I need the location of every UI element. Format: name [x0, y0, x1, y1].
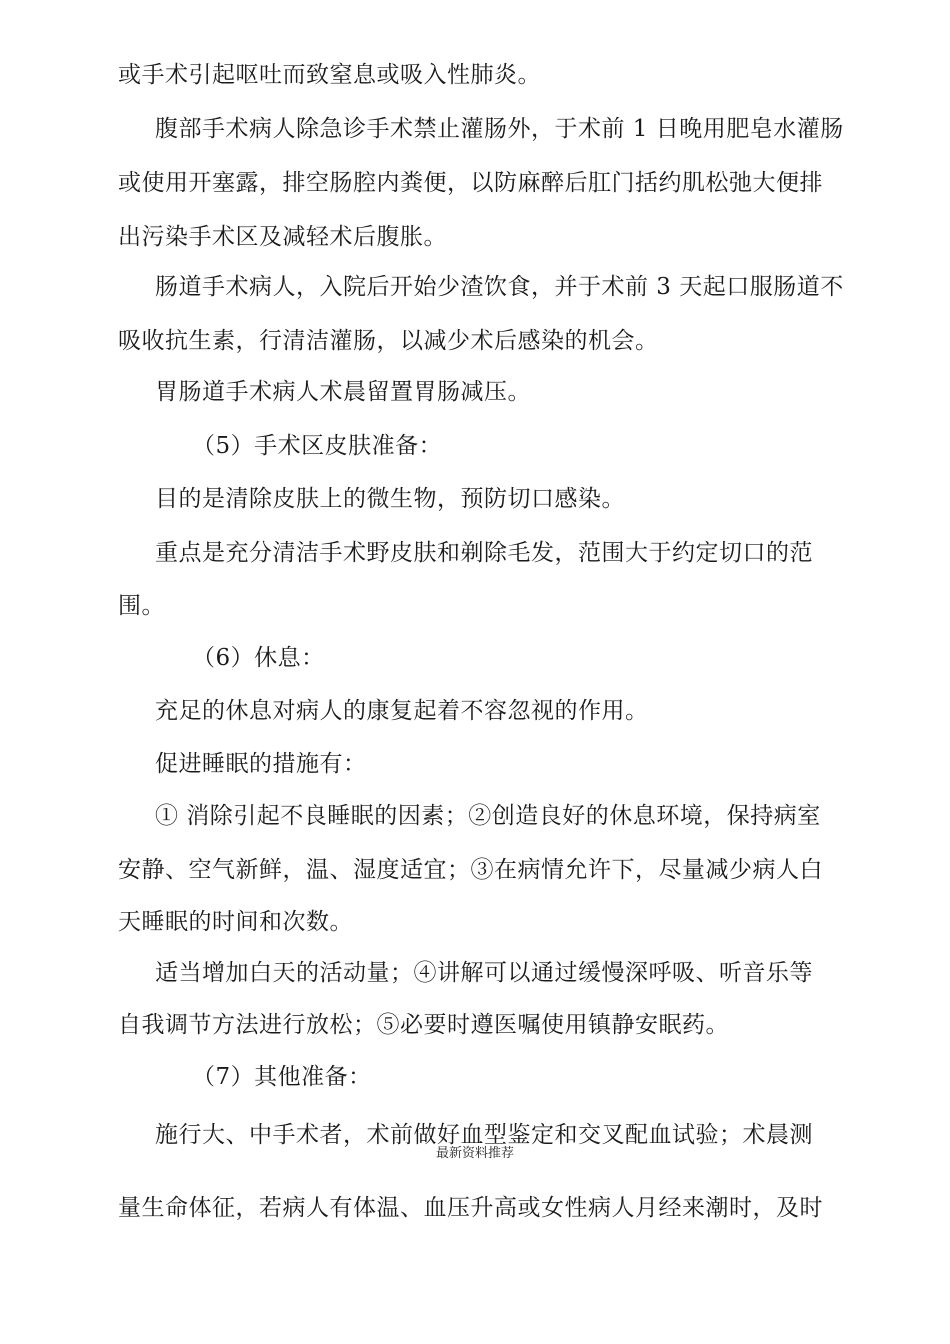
text-line: 围。 — [118, 593, 165, 619]
text-line: 重点是充分清洁手术野皮肤和剃除毛发，范围大于约定切口的范 — [155, 540, 813, 566]
text-line: 天睡眠的时间和次数。 — [118, 909, 353, 935]
page-footer: 最新资料推荐 — [435, 1146, 514, 1161]
text-line: 施行大、中手术者，术前做好血型鉴定和交叉配血试验；术晨测 — [155, 1122, 813, 1148]
section-heading: （6）休息： — [192, 645, 325, 671]
text-line: ① 消除引起不良睡眠的因素；②创造良好的休息环境，保持病室 — [155, 803, 821, 829]
section-heading: （5）手术区皮肤准备： — [192, 433, 443, 459]
text-line: 或使用开塞露，排空肠腔内粪便，以防麻醉后肛门括约肌松弛大便排 — [118, 170, 823, 196]
text-line: 出污染手术区及减轻术后腹胀。 — [118, 224, 447, 250]
text-line: 促进睡眠的措施有： — [155, 751, 367, 777]
text-line: 肠道手术病人，入院后开始少渣饮食，并于术前 3 天起口服肠道不 — [155, 274, 844, 300]
text-line: 安静、空气新鲜，温、湿度适宜；③在病情允许下，尽量减少病人白 — [118, 857, 823, 883]
text-line: 胃肠道手术病人术晨留置胃肠减压。 — [155, 379, 531, 405]
section-heading: （7）其他准备： — [192, 1064, 372, 1090]
text-line: 或手术引起呕吐而致窒息或吸入性肺炎。 — [118, 62, 541, 88]
text-line: 充足的休息对病人的康复起着不容忽视的作用。 — [155, 698, 649, 724]
text-line: 量生命体征，若病人有体温、血压升高或女性病人月经来潮时，及时 — [118, 1195, 823, 1221]
text-line: 自我调节方法进行放松；⑤必要时遵医嘱使用镇静安眠药。 — [118, 1012, 729, 1038]
text-line: 目的是清除皮肤上的微生物，预防切口感染。 — [155, 486, 625, 512]
text-line: 腹部手术病人除急诊手术禁止灌肠外，于术前 1 日晚用肥皂水灌肠 — [155, 116, 844, 142]
text-line: 吸收抗生素，行清洁灌肠，以减少术后感染的机会。 — [118, 328, 659, 354]
text-line: 适当增加白天的活动量；④讲解可以通过缓慢深呼吸、听音乐等 — [155, 960, 813, 986]
